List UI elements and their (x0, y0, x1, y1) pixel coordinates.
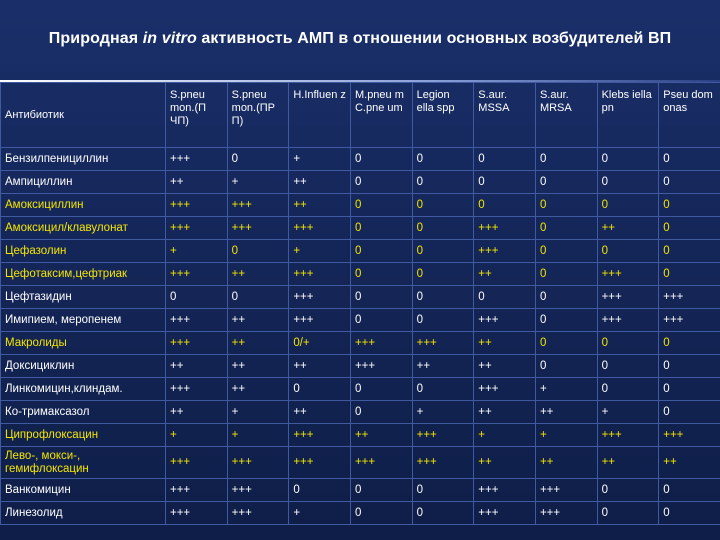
activity-cell: 0 (412, 378, 474, 401)
activity-cell: 0 (412, 240, 474, 263)
activity-cell: +++ (166, 502, 228, 525)
activity-cell: 0 (597, 194, 659, 217)
antibiotic-name: Ко-тримаксазол (1, 401, 166, 424)
table-body (1, 148, 720, 525)
table-row (1, 217, 720, 240)
table-row (1, 401, 720, 424)
table-row (1, 171, 720, 194)
activity-cell: 0 (597, 332, 659, 355)
activity-cell: 0/+ (289, 332, 351, 355)
activity-cell: 0 (412, 217, 474, 240)
activity-cell: 0 (350, 479, 412, 502)
activity-cell: 0 (350, 148, 412, 171)
table-row (1, 194, 720, 217)
activity-cell: 0 (597, 378, 659, 401)
activity-cell: 0 (597, 355, 659, 378)
activity-cell: +++ (597, 286, 659, 309)
activity-cell: +++ (289, 286, 351, 309)
activity-cell: +++ (597, 263, 659, 286)
activity-cell: + (289, 502, 351, 525)
antibiotic-name: Цефтазидин (1, 286, 166, 309)
activity-cell: +++ (289, 263, 351, 286)
activity-cell: 0 (227, 286, 289, 309)
activity-cell: +++ (289, 424, 351, 447)
activity-cell: ++ (412, 355, 474, 378)
header-pathogen: S.aur. MSSA (474, 83, 536, 148)
activity-cell: +++ (474, 502, 536, 525)
activity-cell: ++ (227, 378, 289, 401)
activity-cell: +++ (166, 217, 228, 240)
header-pathogen: H.Influen z (289, 83, 351, 148)
activity-cell: 0 (412, 263, 474, 286)
activity-cell: ++ (289, 194, 351, 217)
activity-cell: 0 (535, 194, 597, 217)
activity-cell: +++ (412, 424, 474, 447)
activity-cell: 0 (412, 194, 474, 217)
activity-cell: +++ (166, 194, 228, 217)
activity-cell: +++ (535, 502, 597, 525)
activity-cell: 0 (659, 502, 720, 525)
activity-cell: 0 (350, 171, 412, 194)
activity-cell: 0 (535, 240, 597, 263)
activity-cell: 0 (412, 502, 474, 525)
activity-cell: ++ (474, 332, 536, 355)
activity-cell: 0 (350, 401, 412, 424)
activity-cell: ++ (474, 355, 536, 378)
activity-cell: ++ (535, 401, 597, 424)
table-row (1, 332, 720, 355)
activity-cell: 0 (227, 240, 289, 263)
activity-cell: 0 (350, 240, 412, 263)
table-row (1, 309, 720, 332)
header-pathogen: S.pneu mon.(ПР П) (227, 83, 289, 148)
antibiotic-name: Ампициллин (1, 171, 166, 194)
activity-cell: 0 (474, 171, 536, 194)
activity-cell: +++ (474, 479, 536, 502)
antibiotic-name: Ванкомицин (1, 479, 166, 502)
antibiotic-name: Цефотаксим,цефтриак (1, 263, 166, 286)
activity-cell: + (227, 424, 289, 447)
activity-cell: ++ (289, 171, 351, 194)
activity-cell: 0 (227, 148, 289, 171)
table-row (1, 447, 720, 479)
table-row (1, 286, 720, 309)
activity-cell: 0 (597, 479, 659, 502)
activity-cell: 0 (350, 194, 412, 217)
activity-cell: 0 (412, 479, 474, 502)
activity-cell: +++ (535, 479, 597, 502)
table-row (1, 424, 720, 447)
activity-cell: ++ (227, 263, 289, 286)
table-header-row (1, 83, 720, 148)
activity-cell: +++ (166, 148, 228, 171)
table-row (1, 378, 720, 401)
antibiotic-name: Линкомицин,клиндам. (1, 378, 166, 401)
activity-cell: 0 (166, 286, 228, 309)
activity-cell: + (166, 424, 228, 447)
activity-cell: 0 (350, 217, 412, 240)
activity-cell: + (535, 378, 597, 401)
activity-cell: 0 (535, 286, 597, 309)
antibiotic-name: Цефазолин (1, 240, 166, 263)
activity-cell: + (474, 424, 536, 447)
activity-cell: 0 (350, 263, 412, 286)
activity-cell: +++ (227, 217, 289, 240)
table-row (1, 240, 720, 263)
activity-cell: 0 (659, 401, 720, 424)
activity-cell: 0 (474, 194, 536, 217)
activity-cell: 0 (535, 263, 597, 286)
activity-cell: + (227, 401, 289, 424)
activity-cell: 0 (412, 148, 474, 171)
activity-cell: +++ (474, 240, 536, 263)
antibiotic-activity-table (0, 82, 720, 525)
activity-cell: +++ (350, 447, 412, 479)
activity-cell: ++ (350, 424, 412, 447)
antibiotic-name: Бензилпенициллин (1, 148, 166, 171)
activity-cell: +++ (350, 355, 412, 378)
activity-cell: +++ (289, 447, 351, 479)
activity-cell: 0 (535, 217, 597, 240)
activity-cell: 0 (535, 309, 597, 332)
activity-cell: 0 (412, 309, 474, 332)
activity-cell: 0 (659, 332, 720, 355)
antibiotic-name: Ципрофлоксацин (1, 424, 166, 447)
activity-cell: 0 (535, 148, 597, 171)
activity-cell: + (412, 401, 474, 424)
activity-cell: +++ (227, 447, 289, 479)
activity-cell: 0 (597, 148, 659, 171)
activity-cell: +++ (227, 194, 289, 217)
table-row (1, 502, 720, 525)
activity-cell: 0 (597, 240, 659, 263)
activity-cell: +++ (350, 332, 412, 355)
activity-cell: ++ (535, 447, 597, 479)
header-pathogen: S.aur. MRSA (535, 83, 597, 148)
page-title (0, 30, 720, 48)
antibiotic-name: Макролиды (1, 332, 166, 355)
header-pathogen: M.pneu m C.pne um (350, 83, 412, 148)
activity-cell: 0 (659, 171, 720, 194)
activity-cell: + (227, 171, 289, 194)
antibiotic-name: Линезолид (1, 502, 166, 525)
header-pathogen: Legion ella spp (412, 83, 474, 148)
activity-cell: +++ (227, 502, 289, 525)
table-row (1, 263, 720, 286)
activity-cell: 0 (474, 286, 536, 309)
activity-cell: 0 (535, 355, 597, 378)
activity-cell: ++ (597, 447, 659, 479)
activity-cell: 0 (659, 240, 720, 263)
activity-cell: 0 (597, 171, 659, 194)
activity-cell: 0 (350, 286, 412, 309)
antibiotic-name: Амоксициллин (1, 194, 166, 217)
activity-cell: ++ (474, 401, 536, 424)
activity-cell: +++ (166, 332, 228, 355)
table-row (1, 355, 720, 378)
activity-cell: +++ (166, 378, 228, 401)
antibiotic-name: Амоксицил/клавулонат (1, 217, 166, 240)
activity-cell: 0 (474, 148, 536, 171)
activity-cell: + (166, 240, 228, 263)
activity-cell: +++ (166, 447, 228, 479)
activity-cell: 0 (659, 263, 720, 286)
activity-cell: +++ (597, 309, 659, 332)
activity-cell: ++ (289, 401, 351, 424)
activity-cell: ++ (166, 401, 228, 424)
activity-cell: 0 (659, 479, 720, 502)
activity-cell: +++ (166, 263, 228, 286)
activity-cell: +++ (289, 309, 351, 332)
activity-cell: 0 (350, 502, 412, 525)
activity-cell: ++ (227, 355, 289, 378)
activity-cell: ++ (227, 332, 289, 355)
title-em: in vitro (142, 30, 197, 47)
activity-cell: 0 (597, 502, 659, 525)
activity-cell: +++ (412, 447, 474, 479)
activity-cell: +++ (474, 217, 536, 240)
header-pathogen: Klebs iella pn (597, 83, 659, 148)
activity-cell: +++ (659, 424, 720, 447)
activity-cell: 0 (289, 479, 351, 502)
activity-cell: ++ (227, 309, 289, 332)
activity-cell: +++ (597, 424, 659, 447)
activity-cell: +++ (659, 286, 720, 309)
activity-cell: + (289, 240, 351, 263)
activity-cell: +++ (412, 332, 474, 355)
activity-cell: 0 (659, 355, 720, 378)
activity-cell: ++ (289, 355, 351, 378)
activity-cell: ++ (166, 355, 228, 378)
activity-cell: +++ (166, 479, 228, 502)
activity-cell: 0 (659, 194, 720, 217)
activity-cell: ++ (474, 263, 536, 286)
activity-cell: +++ (289, 217, 351, 240)
activity-cell: +++ (474, 309, 536, 332)
activity-cell: 0 (350, 309, 412, 332)
antibiotic-name: Лево-, мокси-, гемифлоксацин (1, 447, 166, 479)
activity-cell: ++ (166, 171, 228, 194)
header-pathogen: S.pneu mon.(П ЧП) (166, 83, 228, 148)
antibiotic-name: Имипием, меропенем (1, 309, 166, 332)
activity-cell: ++ (474, 447, 536, 479)
activity-cell: 0 (659, 148, 720, 171)
activity-cell: ++ (597, 217, 659, 240)
table-row (1, 479, 720, 502)
header-antibiotic: Антибиотик (1, 83, 166, 148)
activity-cell: +++ (227, 479, 289, 502)
activity-cell: + (597, 401, 659, 424)
activity-cell: +++ (659, 309, 720, 332)
table-row (1, 148, 720, 171)
activity-cell: 0 (535, 171, 597, 194)
activity-cell: 0 (412, 171, 474, 194)
title-pre: Природная (48, 30, 143, 47)
activity-cell: ++ (659, 447, 720, 479)
activity-cell: 0 (289, 378, 351, 401)
activity-cell: 0 (535, 332, 597, 355)
header-pathogen: Pseu dom onas (659, 83, 720, 148)
activity-cell: +++ (166, 309, 228, 332)
activity-cell: + (289, 148, 351, 171)
activity-cell: +++ (474, 378, 536, 401)
activity-cell: 0 (412, 286, 474, 309)
activity-cell: + (535, 424, 597, 447)
title-post: активность АМП в отношении основных возбудителей ВП (196, 30, 672, 47)
activity-cell: 0 (659, 217, 720, 240)
antibiotic-name: Доксициклин (1, 355, 166, 378)
activity-cell: 0 (659, 378, 720, 401)
activity-cell: 0 (350, 378, 412, 401)
